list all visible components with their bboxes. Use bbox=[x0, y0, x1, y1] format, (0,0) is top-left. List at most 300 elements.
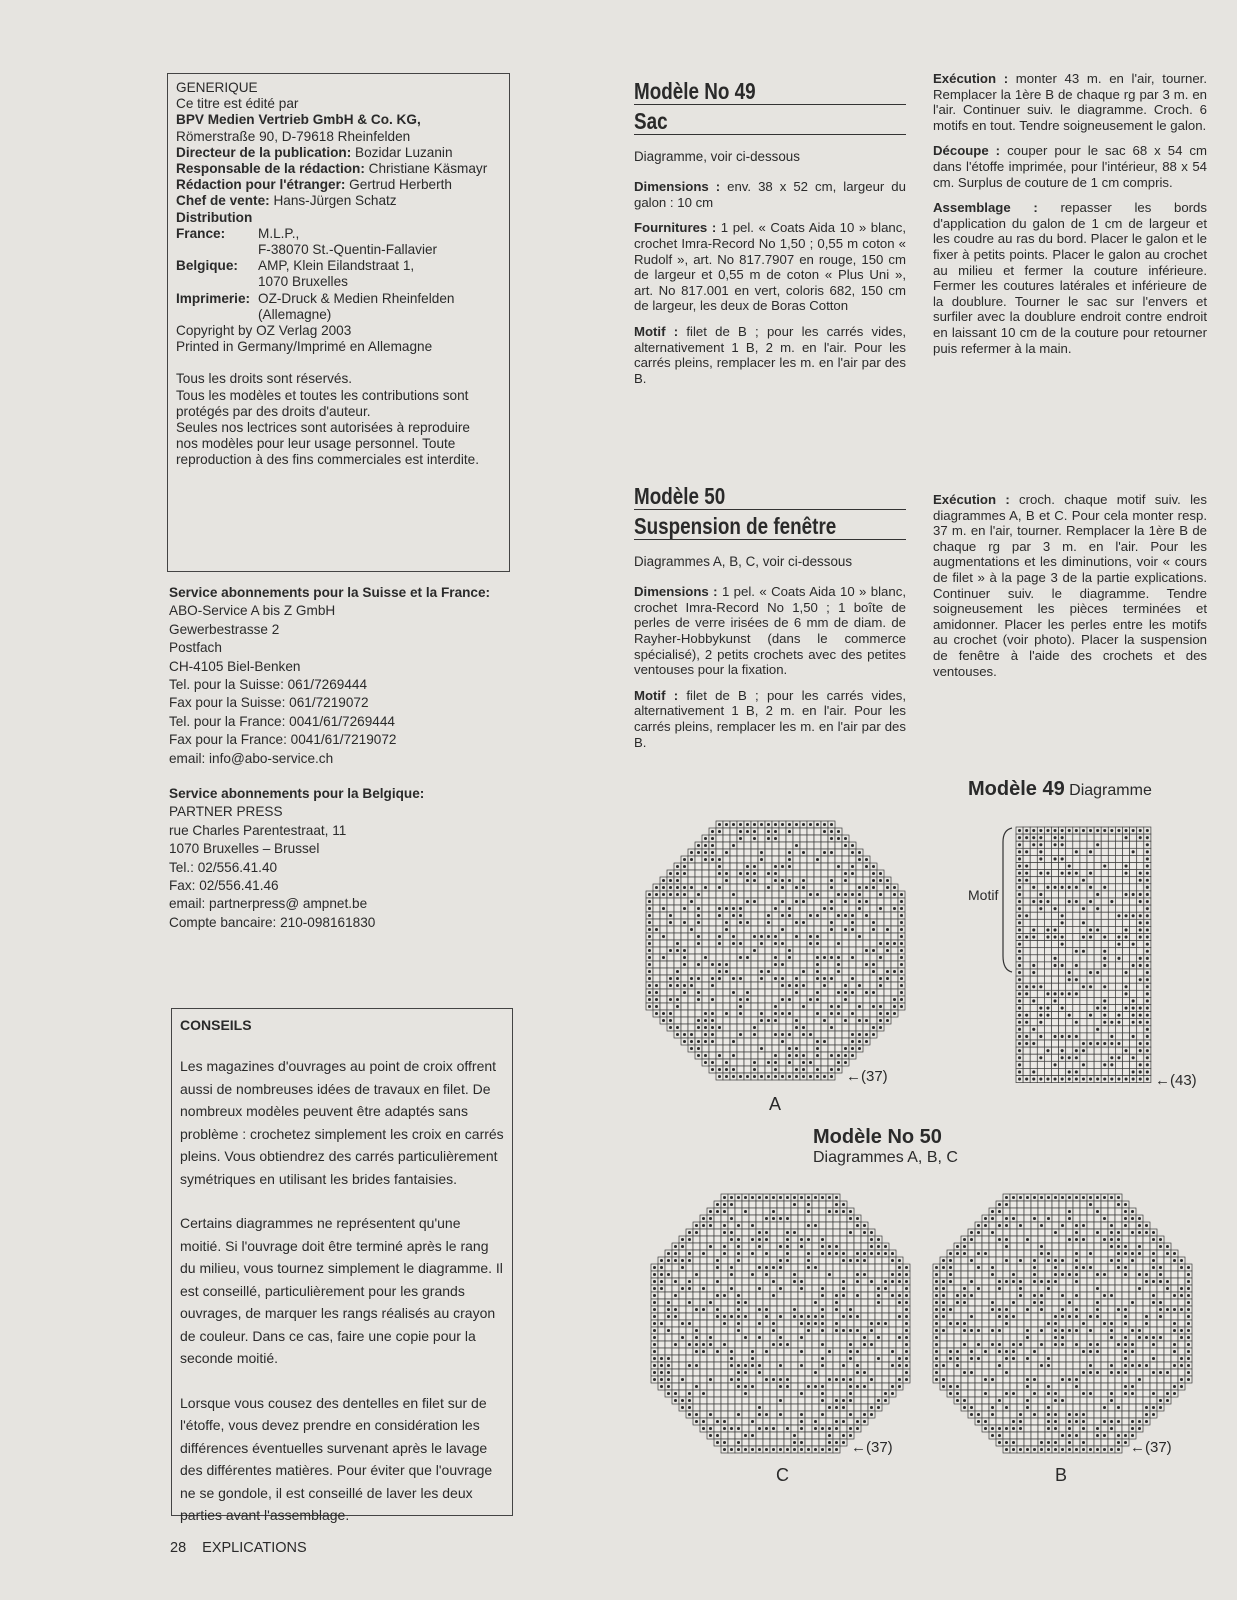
grid-dot bbox=[648, 914, 651, 917]
grid-dot bbox=[893, 942, 896, 945]
grid-cell bbox=[765, 940, 772, 947]
grid-dot bbox=[1103, 964, 1106, 967]
grid-dot bbox=[660, 1259, 663, 1262]
grid-cell bbox=[693, 1257, 700, 1264]
grid-cell bbox=[1023, 962, 1030, 969]
grid-dot bbox=[884, 1287, 887, 1290]
grid-cell bbox=[1171, 1264, 1178, 1271]
grid-cell bbox=[688, 877, 695, 884]
service-line: Compte bancaire: 210-098161830 bbox=[169, 914, 376, 930]
grid-cell bbox=[1101, 1201, 1108, 1208]
grid-cell bbox=[714, 1236, 721, 1243]
grid-cell bbox=[1130, 863, 1137, 870]
grid-cell bbox=[1030, 912, 1037, 919]
grid-cell bbox=[716, 835, 723, 842]
grid-dot bbox=[800, 1441, 803, 1444]
grid-dot bbox=[774, 977, 777, 980]
grid-dot bbox=[1046, 935, 1049, 938]
grid-dot bbox=[669, 886, 672, 889]
grid-dot bbox=[1146, 957, 1149, 960]
grid-cell bbox=[770, 1271, 777, 1278]
grid-dot bbox=[730, 1287, 733, 1290]
service-email[interactable]: email: info@abo-service.ch bbox=[169, 750, 334, 766]
grid-cell bbox=[828, 940, 835, 947]
grid-dot bbox=[760, 977, 763, 980]
grid-cell bbox=[737, 1045, 744, 1052]
grid-dot bbox=[1096, 1231, 1099, 1234]
grid-cell bbox=[1087, 955, 1094, 962]
grid-cell bbox=[793, 863, 800, 870]
grid-dot bbox=[1132, 1035, 1135, 1038]
grid-cell bbox=[1101, 1250, 1108, 1257]
grid-cell bbox=[1044, 1033, 1051, 1040]
grid-cell bbox=[737, 877, 744, 884]
grid-dot bbox=[648, 935, 651, 938]
grid-dot bbox=[835, 1399, 838, 1402]
grid-dot bbox=[900, 970, 903, 973]
grid-dot bbox=[1018, 992, 1021, 995]
grid-cell bbox=[1066, 912, 1073, 919]
grid-dot bbox=[746, 956, 749, 959]
grid-cell bbox=[688, 996, 695, 1003]
grid-cell bbox=[688, 940, 695, 947]
grid-cell bbox=[828, 982, 835, 989]
grid-cell bbox=[786, 884, 793, 891]
grid-dot bbox=[1145, 1224, 1148, 1227]
grid-dot bbox=[991, 1217, 994, 1220]
grid-cell bbox=[861, 1278, 868, 1285]
grid-cell bbox=[1023, 941, 1030, 948]
grid-cell bbox=[700, 1355, 707, 1362]
grid-cell bbox=[840, 1390, 847, 1397]
grid-dot bbox=[781, 914, 784, 917]
grid-dot bbox=[851, 914, 854, 917]
grid-cell bbox=[793, 996, 800, 1003]
grid-dot bbox=[779, 1336, 782, 1339]
grid-cell bbox=[1044, 955, 1051, 962]
grid-dot bbox=[739, 830, 742, 833]
grid-dot bbox=[1103, 957, 1106, 960]
grid-cell bbox=[1087, 962, 1094, 969]
grid-dot bbox=[1103, 829, 1106, 832]
grid-dot bbox=[795, 1068, 798, 1071]
grid-cell bbox=[779, 842, 786, 849]
grid-dot bbox=[851, 851, 854, 854]
grid-dot bbox=[870, 1406, 873, 1409]
grid-cell bbox=[1108, 905, 1115, 912]
grid-dot bbox=[744, 1364, 747, 1367]
grid-dot bbox=[1103, 999, 1106, 1002]
grid-dot bbox=[788, 851, 791, 854]
grid-dot bbox=[648, 956, 651, 959]
grid-dot bbox=[800, 1280, 803, 1283]
grid-cell bbox=[833, 1229, 840, 1236]
grid-cell bbox=[968, 1243, 975, 1250]
grid-cell bbox=[770, 1390, 777, 1397]
grid-dot bbox=[1019, 1224, 1022, 1227]
grid-dot bbox=[730, 1238, 733, 1241]
grid-dot bbox=[963, 1245, 966, 1248]
grid-cell bbox=[765, 1066, 772, 1073]
grid-dot bbox=[704, 1033, 707, 1036]
grid-cell bbox=[716, 877, 723, 884]
grid-cell bbox=[784, 1355, 791, 1362]
grid-cell bbox=[854, 1334, 861, 1341]
grid-cell bbox=[744, 940, 751, 947]
grid-cell bbox=[665, 1341, 672, 1348]
grid-dot bbox=[1103, 985, 1106, 988]
grid-dot bbox=[856, 1273, 859, 1276]
grid-cell bbox=[1094, 884, 1101, 891]
grid-cell bbox=[660, 919, 667, 926]
grid-cell bbox=[807, 1052, 814, 1059]
grid-cell bbox=[679, 1306, 686, 1313]
grid-cell bbox=[744, 961, 751, 968]
grid-dot bbox=[905, 1336, 908, 1339]
grid-dot bbox=[1132, 943, 1135, 946]
grid-cell bbox=[777, 1208, 784, 1215]
grid-dot bbox=[669, 949, 672, 952]
grid-dot bbox=[730, 1217, 733, 1220]
service-heading: Service abonnements pour la Belgique: bbox=[169, 786, 425, 801]
grid-cell bbox=[807, 870, 814, 877]
grid-cell bbox=[996, 1229, 1003, 1236]
grid-dot bbox=[1082, 935, 1085, 938]
grid-dot bbox=[648, 893, 651, 896]
grid-dot bbox=[814, 1427, 817, 1430]
grid-cell bbox=[1094, 941, 1101, 948]
grid-cell bbox=[667, 1003, 674, 1010]
grid-cell bbox=[742, 1404, 749, 1411]
grid-dot bbox=[674, 1280, 677, 1283]
grid-dot bbox=[835, 1448, 838, 1451]
grid-cell bbox=[989, 1278, 996, 1285]
grid-cell bbox=[861, 1348, 868, 1355]
grid-dot bbox=[835, 1322, 838, 1325]
grid-dot bbox=[837, 956, 840, 959]
grid-dot bbox=[669, 998, 672, 1001]
grid-dot bbox=[816, 1040, 819, 1043]
grid-cell bbox=[1066, 834, 1073, 841]
grid-cell bbox=[758, 863, 765, 870]
grid-cell bbox=[793, 1031, 800, 1038]
grid-dot bbox=[877, 1399, 880, 1402]
grid-dot bbox=[1068, 992, 1071, 995]
grid-dot bbox=[765, 1378, 768, 1381]
conseils-paragraph: Lorsque vous cousez des dentelles en filet sur de l'étoffe, vous devez prendre en considération les différences éventuelles survenant après le lavage des différentes matières. Pour éviter que l'ouvrage ne se gondole, il est conseillé de laver les deux parties avant l'assemblage. bbox=[180, 1394, 493, 1523]
grid-dot bbox=[991, 1210, 994, 1213]
grid-dot bbox=[1146, 886, 1149, 889]
grid-cell bbox=[1066, 1264, 1073, 1271]
grid-dot bbox=[863, 1231, 866, 1234]
grid-cell bbox=[975, 1271, 982, 1278]
grid-cell bbox=[1073, 1061, 1080, 1068]
grid-cell bbox=[667, 933, 674, 940]
grid-dot bbox=[737, 1413, 740, 1416]
grid-dot bbox=[1173, 1259, 1176, 1262]
grid-cell bbox=[821, 884, 828, 891]
grid-cell bbox=[660, 982, 667, 989]
grid-dot bbox=[716, 1294, 719, 1297]
grid-cell bbox=[791, 1404, 798, 1411]
grid-dot bbox=[711, 851, 714, 854]
grid-dot bbox=[1075, 829, 1078, 832]
grid-dot bbox=[1061, 836, 1064, 839]
grid-dot bbox=[723, 1224, 726, 1227]
grid-cell bbox=[800, 891, 807, 898]
grid-cell bbox=[716, 982, 723, 989]
grid-dot bbox=[725, 928, 728, 931]
grid-dot bbox=[1018, 943, 1021, 946]
grid-dot bbox=[837, 1054, 840, 1057]
grid-dot bbox=[795, 1075, 798, 1078]
grid-cell bbox=[730, 856, 737, 863]
grid-dot bbox=[802, 1005, 805, 1008]
grid-dot bbox=[786, 1343, 789, 1346]
grid-dot bbox=[695, 1350, 698, 1353]
grid-dot bbox=[865, 963, 868, 966]
grid-cell bbox=[749, 1376, 756, 1383]
grid-cell bbox=[812, 1201, 819, 1208]
grid-dot bbox=[732, 844, 735, 847]
grid-dot bbox=[863, 1224, 866, 1227]
grid-dot bbox=[1018, 907, 1021, 910]
grid-cell bbox=[828, 996, 835, 1003]
grid-cell bbox=[756, 1299, 763, 1306]
grid-cell bbox=[784, 1369, 791, 1376]
grid-dot bbox=[1061, 914, 1064, 917]
grid-dot bbox=[753, 900, 756, 903]
grid-cell bbox=[1059, 877, 1066, 884]
grid-dot bbox=[807, 1385, 810, 1388]
grid-cell bbox=[889, 1299, 896, 1306]
grid-cell bbox=[784, 1271, 791, 1278]
grid-dot bbox=[884, 1399, 887, 1402]
grid-dot bbox=[697, 1019, 700, 1022]
grid-dot bbox=[660, 1364, 663, 1367]
grid-dot bbox=[751, 1238, 754, 1241]
grid-cell bbox=[1123, 848, 1130, 855]
grid-dot bbox=[835, 1329, 838, 1332]
grid-dot bbox=[849, 1434, 852, 1437]
grid-cell bbox=[679, 1348, 686, 1355]
grid-cell bbox=[721, 1397, 728, 1404]
grid-cell bbox=[695, 884, 702, 891]
grid-dot bbox=[816, 1012, 819, 1015]
grid-dot bbox=[851, 977, 854, 980]
grid-cell bbox=[730, 982, 737, 989]
grid-cell bbox=[800, 905, 807, 912]
grid-dot bbox=[858, 1019, 861, 1022]
grid-dot bbox=[795, 921, 798, 924]
grid-cell bbox=[1123, 962, 1130, 969]
grid-cell bbox=[737, 1059, 744, 1066]
grid-cell bbox=[1052, 848, 1059, 855]
grid-cell bbox=[1123, 905, 1130, 912]
grid-dot bbox=[1166, 1280, 1169, 1283]
grid-dot bbox=[1138, 1224, 1141, 1227]
grid-dot bbox=[865, 900, 868, 903]
grid-cell bbox=[1073, 1243, 1080, 1250]
grid-dot bbox=[1146, 1021, 1149, 1024]
grid-cell bbox=[1080, 962, 1087, 969]
grid-cell bbox=[742, 1229, 749, 1236]
service-line: Postfach bbox=[169, 640, 222, 656]
grid-dot bbox=[1124, 1273, 1127, 1276]
grid-dot bbox=[653, 1266, 656, 1269]
grid-cell bbox=[688, 1010, 695, 1017]
grid-dot bbox=[991, 1266, 994, 1269]
grid-dot bbox=[1018, 1028, 1021, 1031]
grid-dot bbox=[758, 1231, 761, 1234]
grid-cell bbox=[793, 954, 800, 961]
grid-dot bbox=[1061, 1006, 1064, 1009]
grid-cell bbox=[877, 898, 884, 905]
grid-cell bbox=[896, 1348, 903, 1355]
grid-cell bbox=[826, 1222, 833, 1229]
grid-dot bbox=[1124, 836, 1127, 839]
grid-cell bbox=[688, 1024, 695, 1031]
grid-dot bbox=[828, 1378, 831, 1381]
grid-dot bbox=[718, 823, 721, 826]
grid-dot bbox=[949, 1273, 952, 1276]
grid-cell bbox=[961, 1278, 968, 1285]
grid-cell bbox=[954, 1271, 961, 1278]
grid-dot bbox=[898, 1385, 901, 1388]
grid-cell bbox=[772, 1045, 779, 1052]
grid-dot bbox=[1124, 1077, 1127, 1080]
grid-cell bbox=[1080, 834, 1087, 841]
grid-dot bbox=[688, 1259, 691, 1262]
grid-dot bbox=[1018, 964, 1021, 967]
grid-cell bbox=[1045, 1292, 1052, 1299]
grid-dot bbox=[835, 1427, 838, 1430]
grid-dot bbox=[844, 1047, 847, 1050]
grid-dot bbox=[1032, 971, 1035, 974]
grid-cell bbox=[742, 1418, 749, 1425]
grid-cell bbox=[835, 947, 842, 954]
grid-dot bbox=[863, 1343, 866, 1346]
grid-cell bbox=[735, 1201, 742, 1208]
grid-cell bbox=[1066, 891, 1073, 898]
grid-dot bbox=[1082, 879, 1085, 882]
grid-cell bbox=[819, 1348, 826, 1355]
grid-dot bbox=[660, 1378, 663, 1381]
grid-cell bbox=[812, 1404, 819, 1411]
grid-dot bbox=[737, 1427, 740, 1430]
grid-cell bbox=[805, 1348, 812, 1355]
conseils-paragraph: Les magazines d'ouvrages au point de croix offrent aussi de nombreuses idées de travaux en filet. De nombreux modèles peuvent être adaptés sans problème : crochetez simplement les croix en carrés pleins. Vous obtiendrez des carrés particulièrement symétriques en utilisant les brides fantaisies. bbox=[180, 1058, 504, 1187]
grid-cell bbox=[1037, 941, 1044, 948]
grid-cell bbox=[875, 1376, 882, 1383]
grid-dot bbox=[786, 1238, 789, 1241]
publisher-address: Römerstraße 90, D-79618 Rheinfelden bbox=[176, 128, 411, 144]
grid-dot bbox=[746, 921, 749, 924]
grid-cell bbox=[1115, 1061, 1122, 1068]
grid-dot bbox=[1131, 1252, 1134, 1255]
grid-dot bbox=[1132, 829, 1135, 832]
grid-cell bbox=[1031, 1201, 1038, 1208]
diagram-b-label: B bbox=[1055, 1465, 1068, 1485]
grid-dot bbox=[830, 921, 833, 924]
grid-dot bbox=[837, 1005, 840, 1008]
grid-dot bbox=[814, 1371, 817, 1374]
service-email[interactable]: email: partnerpress@ ampnet.be bbox=[169, 896, 368, 912]
grid-dot bbox=[788, 823, 791, 826]
grid-dot bbox=[1124, 1252, 1127, 1255]
grid-dot bbox=[1018, 1056, 1021, 1059]
grid-dot bbox=[835, 1308, 838, 1311]
grid-dot bbox=[1082, 907, 1085, 910]
grid-dot bbox=[1089, 1042, 1092, 1045]
grid-cell bbox=[1115, 834, 1122, 841]
grid-cell bbox=[1038, 1271, 1045, 1278]
grid-dot bbox=[1146, 836, 1149, 839]
m49-diagram-title: Modèle 49 Diagramme bbox=[968, 778, 1152, 800]
grid-dot bbox=[856, 1315, 859, 1318]
grid-dot bbox=[849, 1413, 852, 1416]
grid-cell bbox=[884, 1003, 891, 1010]
grid-cell bbox=[1101, 855, 1108, 862]
grid-cell bbox=[744, 849, 751, 856]
grid-dot bbox=[1040, 1245, 1043, 1248]
grid-cell bbox=[742, 1278, 749, 1285]
grid-dot bbox=[737, 1378, 740, 1381]
grid-dot bbox=[844, 1019, 847, 1022]
grid-cell bbox=[702, 961, 709, 968]
grid-cell bbox=[791, 1376, 798, 1383]
grid-dot bbox=[821, 1322, 824, 1325]
grid-cell bbox=[709, 891, 716, 898]
grid-cell bbox=[798, 1215, 805, 1222]
grid-dot bbox=[697, 1054, 700, 1057]
grid-dot bbox=[821, 1364, 824, 1367]
grid-cell bbox=[1101, 1257, 1108, 1264]
grid-dot bbox=[1145, 1231, 1148, 1234]
grid-cell bbox=[1080, 912, 1087, 919]
grid-cell bbox=[1030, 905, 1037, 912]
grid-cell bbox=[1094, 990, 1101, 997]
grid-cell bbox=[1059, 1068, 1066, 1075]
grid-cell bbox=[1108, 870, 1115, 877]
grid-cell bbox=[1115, 919, 1122, 926]
grid-cell bbox=[1073, 841, 1080, 848]
grid-cell bbox=[777, 1306, 784, 1313]
grid-dot bbox=[1075, 978, 1078, 981]
grid-cell bbox=[821, 926, 828, 933]
grid-cell bbox=[742, 1341, 749, 1348]
service-be-block bbox=[169, 785, 509, 932]
grid-dot bbox=[1033, 1196, 1036, 1199]
grid-dot bbox=[688, 1322, 691, 1325]
grid-dot bbox=[744, 1392, 747, 1395]
grid-cell bbox=[658, 1327, 665, 1334]
grid-dot bbox=[1082, 950, 1085, 953]
grid-cell bbox=[749, 1243, 756, 1250]
grid-dot bbox=[690, 900, 693, 903]
grid-cell bbox=[1052, 870, 1059, 877]
grid-dot bbox=[695, 1329, 698, 1332]
grid-dot bbox=[739, 823, 742, 826]
grid-cell bbox=[1080, 955, 1087, 962]
grid-dot bbox=[676, 879, 679, 882]
grid-cell bbox=[807, 905, 814, 912]
grid-cell bbox=[709, 968, 716, 975]
grid-cell bbox=[758, 1066, 765, 1073]
grid-cell bbox=[1115, 1005, 1122, 1012]
grid-cell bbox=[863, 933, 870, 940]
grid-cell bbox=[723, 898, 730, 905]
